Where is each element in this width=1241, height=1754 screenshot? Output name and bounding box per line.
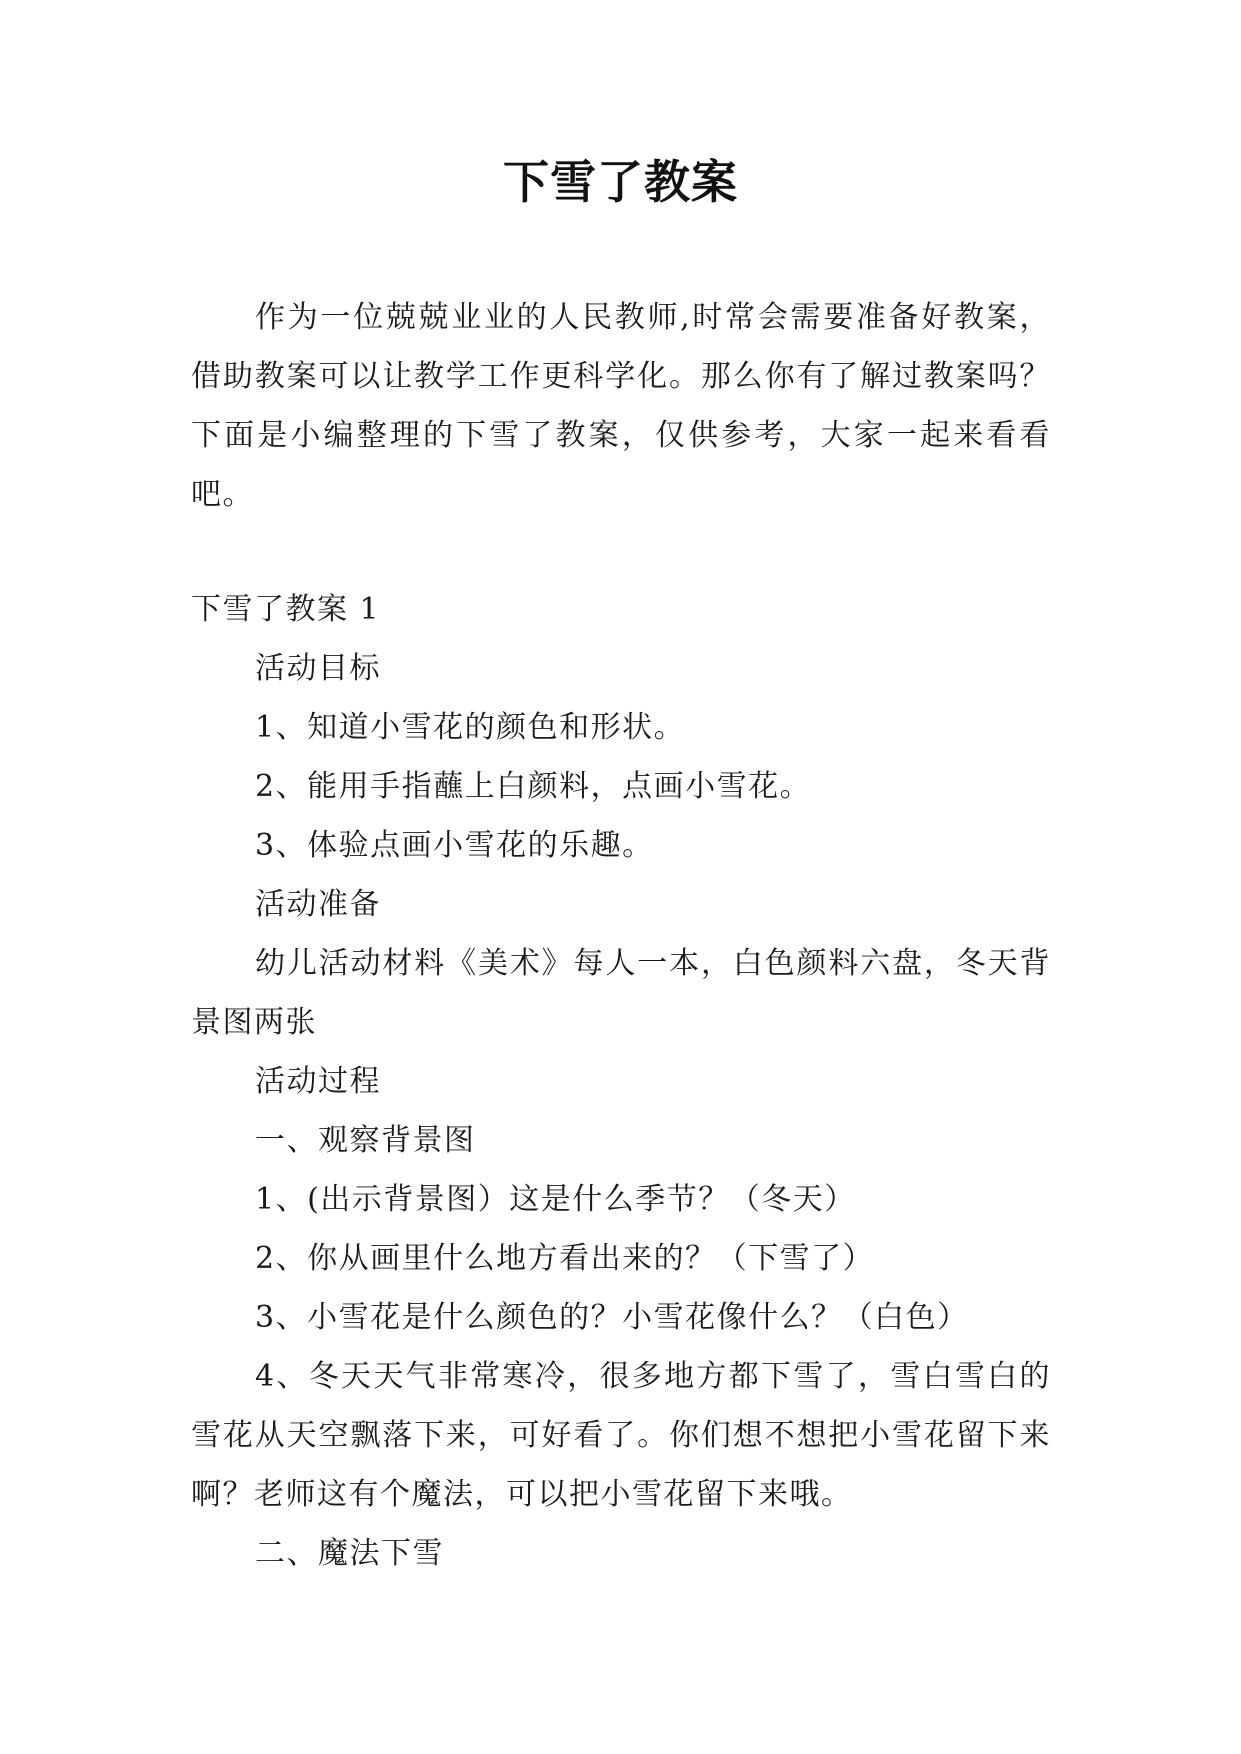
process-item-3: 3、小雪花是什么颜色的？小雪花像什么？（白色） xyxy=(255,1300,969,1335)
process-item-4: 4、冬天天气非常寒冷，很多地方都下雪了，雪白雪白的雪花从天空飘落下来，可好看了。你们想不想把小雪花留下来啊？老师这有个魔法，可以把小雪花留下来哦。 xyxy=(191,1359,1051,1512)
process-item-1: 1、(出示背景图）这是什么季节？（冬天） xyxy=(255,1182,856,1217)
process-step-two-heading: 二、魔法下雪 xyxy=(255,1536,444,1571)
document-title: 下雪了教案 xyxy=(503,155,738,209)
section-title: 下雪了教案 1 xyxy=(191,592,381,627)
goal-item-3: 3、体验点画小雪花的乐趣。 xyxy=(255,828,654,863)
content-block xyxy=(191,580,1051,1583)
intro-paragraph: 作为一位兢兢业业的人民教师,时常会需要准备好教案，借助教案可以让教学工作更科学化。那么你有了解过教案吗？下面是小编整理的下雪了教案，仅供参考，大家一起来看看吧。 xyxy=(191,300,1051,512)
heading-activity-process: 活动过程 xyxy=(255,1064,381,1099)
goal-item-2: 2、能用手指蘸上白颜料，点画小雪花。 xyxy=(255,769,812,804)
heading-activity-goals: 活动目标 xyxy=(255,651,381,686)
preparation-paragraph: 幼儿活动材料《美术》每人一本，白色颜料六盘，冬天背景图两张 xyxy=(191,946,1051,1040)
heading-activity-preparation: 活动准备 xyxy=(255,887,381,922)
process-item-2: 2、你从画里什么地方看出来的？（下雪了） xyxy=(255,1241,875,1276)
goal-item-1: 1、知道小雪花的颜色和形状。 xyxy=(255,710,686,745)
process-step-one-heading: 一、观察背景图 xyxy=(255,1123,476,1158)
intro-block xyxy=(191,288,1051,524)
